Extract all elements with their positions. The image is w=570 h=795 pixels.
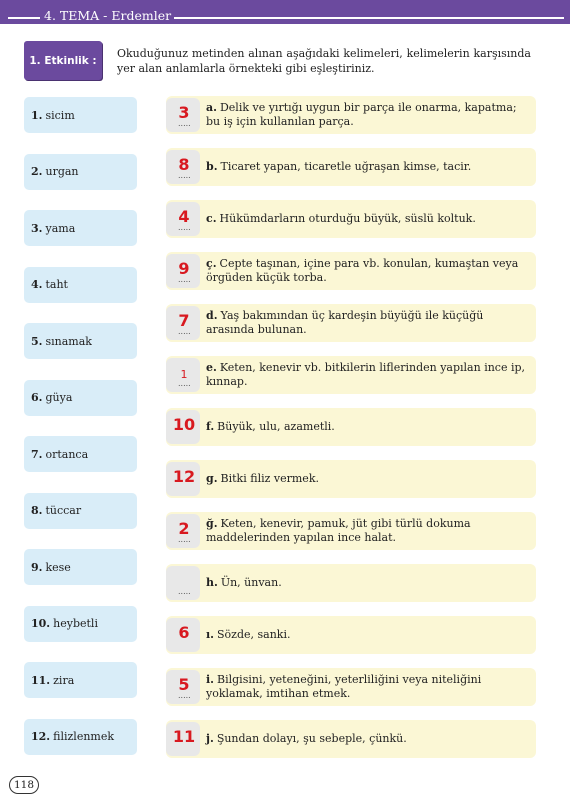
definition-text-block — [206, 148, 530, 186]
answer-box[interactable] — [166, 150, 200, 184]
definition-item — [166, 408, 536, 446]
definition-item — [166, 148, 536, 186]
definition-text-block — [206, 616, 530, 654]
definition-letter: a. — [206, 101, 217, 114]
definition-letter: f. — [206, 420, 215, 433]
definition-text-block — [206, 460, 530, 498]
activity-instruction: Okuduğunuz metinden alınan aşağıdaki kelimeleri, kelimelerin karşısında yer alan anlamlarla örnekteki gibi eşleştiriniz. — [117, 47, 531, 75]
answer-box[interactable] — [166, 670, 200, 704]
word-item — [24, 719, 137, 755]
answer-number: 10 — [172, 415, 196, 434]
definition-letter: g. — [206, 472, 218, 485]
definition-letter: c. — [206, 212, 217, 225]
definition-item — [166, 304, 536, 342]
answer-box[interactable] — [166, 202, 200, 236]
answer-box[interactable] — [166, 306, 200, 340]
definition-item — [166, 668, 536, 706]
definition-letter: e. — [206, 361, 217, 374]
definition-text: Cepte taşınan, içine para vb. konulan, kumaştan veya örgüden küçük torba. — [206, 257, 519, 284]
answer-dots: ..... — [178, 587, 191, 596]
answer-dots: ..... — [178, 327, 191, 336]
definition-text-block — [206, 564, 530, 602]
word-number: 5. — [31, 334, 43, 348]
definition-text-block — [206, 200, 530, 238]
word-item — [24, 380, 137, 416]
definition-text: Bitki filiz vermek. — [220, 472, 319, 485]
word-number: 12. — [31, 730, 51, 743]
word-text: kese — [45, 560, 71, 574]
word-item — [24, 606, 137, 642]
answer-box[interactable] — [166, 566, 200, 600]
word-item — [24, 210, 137, 246]
word-number: 8. — [31, 504, 43, 517]
answer-box[interactable] — [166, 358, 200, 392]
word-text: sicim — [45, 108, 75, 122]
word-number: 4. — [31, 278, 43, 291]
definition-letter: ı. — [206, 628, 215, 641]
definition-letter: j. — [206, 732, 214, 745]
word-text: zira — [53, 673, 75, 687]
definition-text-block — [206, 668, 530, 706]
definition-item — [166, 512, 536, 550]
word-text: tüccar — [45, 504, 82, 517]
word-text: heybetli — [53, 617, 98, 630]
definition-text: Büyük, ulu, azametli. — [217, 420, 335, 433]
definition-text-block — [206, 96, 530, 134]
answer-box[interactable] — [166, 722, 200, 756]
word-text: taht — [45, 278, 68, 291]
answer-number: 1 — [180, 368, 188, 381]
theme-header — [0, 0, 570, 24]
definition-item — [166, 564, 536, 602]
page-number: 118 — [9, 776, 39, 794]
definition-text: Ticaret yapan, ticaretle uğraşan kimse, tacir. — [220, 160, 472, 173]
definition-letter: ğ. — [206, 517, 218, 530]
word-number: 7. — [31, 447, 43, 461]
answer-number: 6 — [178, 623, 190, 642]
answer-number: 2 — [178, 519, 190, 538]
answer-number: 4 — [178, 207, 190, 226]
answer-number: 9 — [178, 259, 190, 278]
word-item — [24, 323, 137, 359]
answer-dots: ..... — [178, 119, 191, 128]
answer-box[interactable] — [166, 98, 200, 132]
definition-text-block — [206, 720, 530, 758]
definition-text: Keten, kenevir, pamuk, jüt gibi türlü dokuma maddelerinden yapılan ince halat. — [206, 517, 471, 544]
word-item — [24, 97, 137, 133]
answer-box[interactable] — [166, 254, 200, 288]
definition-text-block — [206, 512, 530, 550]
word-number: 3. — [31, 221, 43, 235]
word-text: urgan — [45, 165, 79, 178]
answer-dots: ..... — [178, 223, 191, 232]
definition-letter: h. — [206, 576, 218, 589]
definition-text: Keten, kenevir vb. bitkilerin liflerinden yapılan ince ip, kınnap. — [206, 361, 526, 388]
answer-box[interactable] — [166, 410, 200, 444]
definition-item — [166, 356, 536, 394]
answer-number: 11 — [172, 727, 196, 746]
definition-text: Şundan dolayı, şu sebeple, çünkü. — [216, 732, 407, 745]
word-item — [24, 154, 137, 190]
definition-item — [166, 460, 536, 498]
definition-item — [166, 616, 536, 654]
definition-letter: d. — [206, 309, 218, 322]
word-text: yama — [45, 221, 76, 235]
word-item — [24, 436, 137, 472]
definition-item — [166, 96, 536, 134]
answer-box[interactable] — [166, 462, 200, 496]
definition-text: Ün, ünvan. — [220, 576, 282, 589]
definition-text: Bilgisini, yeteneğini, yeterliliğini veya niteliğini yoklamak, imtihan etmek. — [206, 673, 482, 700]
definition-text: Sözde, sanki. — [217, 628, 291, 641]
answer-number: 12 — [172, 467, 196, 486]
activity-colon: : — [92, 54, 97, 67]
word-item — [24, 662, 137, 698]
word-text: ortanca — [45, 447, 89, 461]
definition-text-block — [206, 304, 530, 342]
answer-dots: ..... — [178, 171, 191, 180]
word-number: 2. — [31, 165, 43, 178]
word-item — [24, 549, 137, 585]
definition-letter: ç. — [206, 257, 217, 270]
word-item — [24, 267, 137, 303]
answer-number: 3 — [178, 103, 190, 122]
definition-letter: b. — [206, 160, 218, 173]
word-number: 9. — [31, 560, 43, 574]
word-text: filizlenmek — [53, 730, 115, 743]
word-number: 1. — [31, 108, 43, 122]
definition-item — [166, 200, 536, 238]
definition-text: Delik ve yırtığı uygun bir parça ile onarma, kapatma; bu iş için kullanılan parça. — [206, 101, 517, 128]
word-number: 11. — [31, 673, 51, 687]
word-number: 6. — [31, 391, 43, 404]
definition-text-block — [206, 356, 530, 394]
word-number: 10. — [31, 617, 51, 630]
definition-text-block — [206, 408, 530, 446]
answer-number: 5 — [178, 675, 190, 694]
header-rule-left — [8, 17, 40, 19]
answer-dots: ..... — [178, 691, 191, 700]
answer-dots: ..... — [178, 535, 191, 544]
definition-letter: i. — [206, 673, 215, 686]
theme-title: 4. TEMA - Erdemler — [44, 8, 172, 23]
word-text: sınamak — [45, 334, 92, 348]
definition-item — [166, 720, 536, 758]
word-item — [24, 493, 137, 529]
definition-item — [166, 252, 536, 290]
answer-dots: ..... — [178, 379, 191, 388]
answer-box[interactable] — [166, 514, 200, 548]
definition-text-block — [206, 252, 530, 290]
answer-dots: ..... — [178, 275, 191, 284]
definition-text: Yaş bakımından üç kardeşin büyüğü ile küçüğü arasında bulunan. — [206, 309, 484, 336]
answer-number: 7 — [178, 311, 190, 330]
answer-box[interactable] — [166, 618, 200, 652]
answer-number: 8 — [178, 155, 190, 174]
definition-text: Hükümdarların oturduğu büyük, süslü koltuk. — [219, 212, 476, 225]
word-text: güya — [45, 391, 73, 404]
header-rule-right — [174, 17, 564, 19]
activity-label: 1. Etkinlik — [29, 54, 89, 67]
activity-badge — [24, 41, 102, 80]
